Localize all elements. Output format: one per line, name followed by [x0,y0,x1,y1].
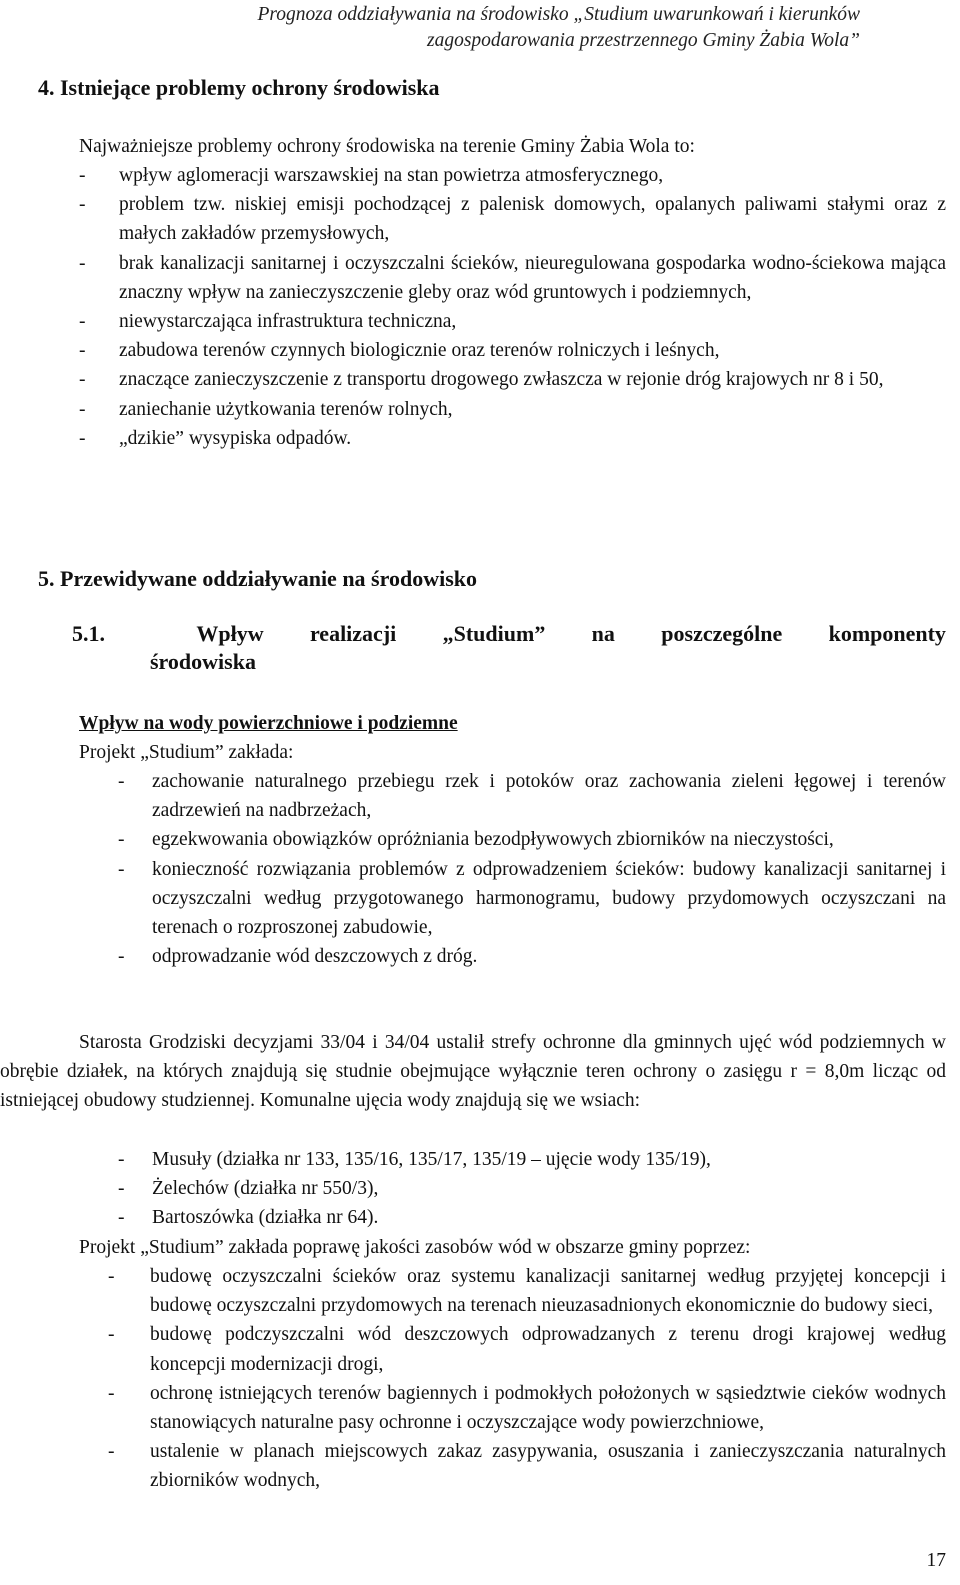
section-5-1-number: 5.1. [72,621,105,646]
page-number: 17 [926,1550,946,1571]
section-5-heading: 5. Przewidywane oddziaływanie na środowisko [38,566,478,591]
list-item: - Żelechów (działka nr 550/3), [118,1178,379,1200]
assumptions-list [118,767,946,971]
improvements-list [108,1262,946,1496]
list-item: - egzekwowania obowiązków opróżniania bezodpływowych zbiorników na nieczystości, [118,829,834,851]
list-item: - Bartoszówka (działka nr 64). [118,1207,379,1229]
section-4-heading: 4. Istniejące problemy ochrony środowiska [38,75,440,100]
section-5-1-heading-line-2: środowiska [150,649,256,674]
list-item: - wpływ aglomeracji warszawskiej na stan powietrza atmosferycznego, [79,165,664,186]
villages-list [118,1145,946,1233]
list-item: - niewystarczająca infrastruktura techniczna, [79,311,457,333]
running-header-line-1: Prognoza oddziaływania na środowisko „Studium uwarunkowań i kierunków [257,4,860,25]
section-5-1-heading-line-1: 5.1. Wpływ realizacji „Studium” na poszczególne komponenty [72,621,946,646]
project-intro-2: Projekt „Studium” zakłada poprawę jakości zasobów wód w obszarze gminy poprzez: [79,1237,751,1258]
list-item: - konieczność rozwiązania problemów z odprowadzeniem ścieków: budowy kanalizacji sanitarnej i oczyszczalni według przygotowanego harmonogramu, budowy przydomowych oczyszczani na terenach o rozproszonej zabudowie, [118,858,946,939]
list-item: - zabudowa terenów czynnych biologicznie oraz terenów rolniczych i leśnych, [79,340,720,362]
list-item: - zaniechanie użytkowania terenów rolnych, [79,398,453,420]
list-item: - budowę oczyszczalni ścieków oraz systemu kanalizacji sanitarnej według przyjętej koncepcji i budowę oczyszczalni przydomowych na terenach nieuzasadnionych ekonomicznie do budowy sieci, [108,1266,946,1317]
section-4-intro: Najważniejsze problemy ochrony środowiska na terenie Gminy Żabia Wola to: [79,136,695,157]
list-item: - Musuły (działka nr 133, 135/16, 135/17, 135/19 – ujęcie wody 135/19), [118,1149,711,1170]
running-header [100,2,860,54]
section-5-1-heading [72,620,946,676]
list-item: - ochronę istniejących terenów bagiennych i podmokłych położonych w sąsiedztwie cieków wodnych stanowiących naturalne pasy ochronne i oczyszczające wody powierzchniowe, [108,1382,946,1434]
project-intro: Projekt „Studium” zakłada: [79,742,294,763]
protection-zones-paragraph: Starosta Grodziski decyzjami 33/04 i 34/04 ustalił strefy ochronne dla gminnych ujęć wód podziemnych w obrębie działek, na których znajdują się studnie obejmujące wyłącznie teren ochrony o zasięgu r = 8,0m licząc od istniejącej obudowy studziennej. Komunalne ujęcia wody znajdują się we wsiach: [0,1032,946,1112]
list-item: - budowę podczyszczalni wód deszczowych odprowadzanych z terenu drogi krajowej według koncepcji modernizacji drogi, [108,1324,946,1375]
list-item: - problem tzw. niskiej emisji pochodzącej z palenisk domowych, opalanych paliwami stałymi oraz z małych zakładów przemysłowych, [79,194,946,245]
list-item: - zachowanie naturalnego przebiegu rzek i potoków oraz zachowania zieleni łęgowej i terenów zadrzewień na nadbrzeżach, [118,771,946,822]
list-item: - znaczące zanieczyszczenie z transportu drogowego zwłaszcza w rejonie dróg krajowych nr 8 i 50, [79,369,884,391]
list-item: - ustalenie w planach miejscowych zakaz zasypywania, osuszania i zanieczyszczania naturalnych zbiorników wodnych, [108,1441,946,1492]
problems-list [79,161,946,453]
list-item: - „dzikie” wysypiska odpadów. [79,427,352,449]
list-item: - odprowadzanie wód deszczowych z dróg. [118,946,478,968]
list-item: - brak kanalizacji sanitarnej i oczyszczalni ścieków, nieuregulowana gospodarka wodno-ściekowa mająca znaczny wpływ na zanieczyszczenie gleby oraz wód gruntowych i podziemnych, [79,252,946,303]
running-header-line-2: zagospodarowania przestrzennego Gminy Żabia Wola” [426,30,860,51]
waters-subheading: Wpływ na wody powierzchniowe i podziemne [79,713,458,734]
